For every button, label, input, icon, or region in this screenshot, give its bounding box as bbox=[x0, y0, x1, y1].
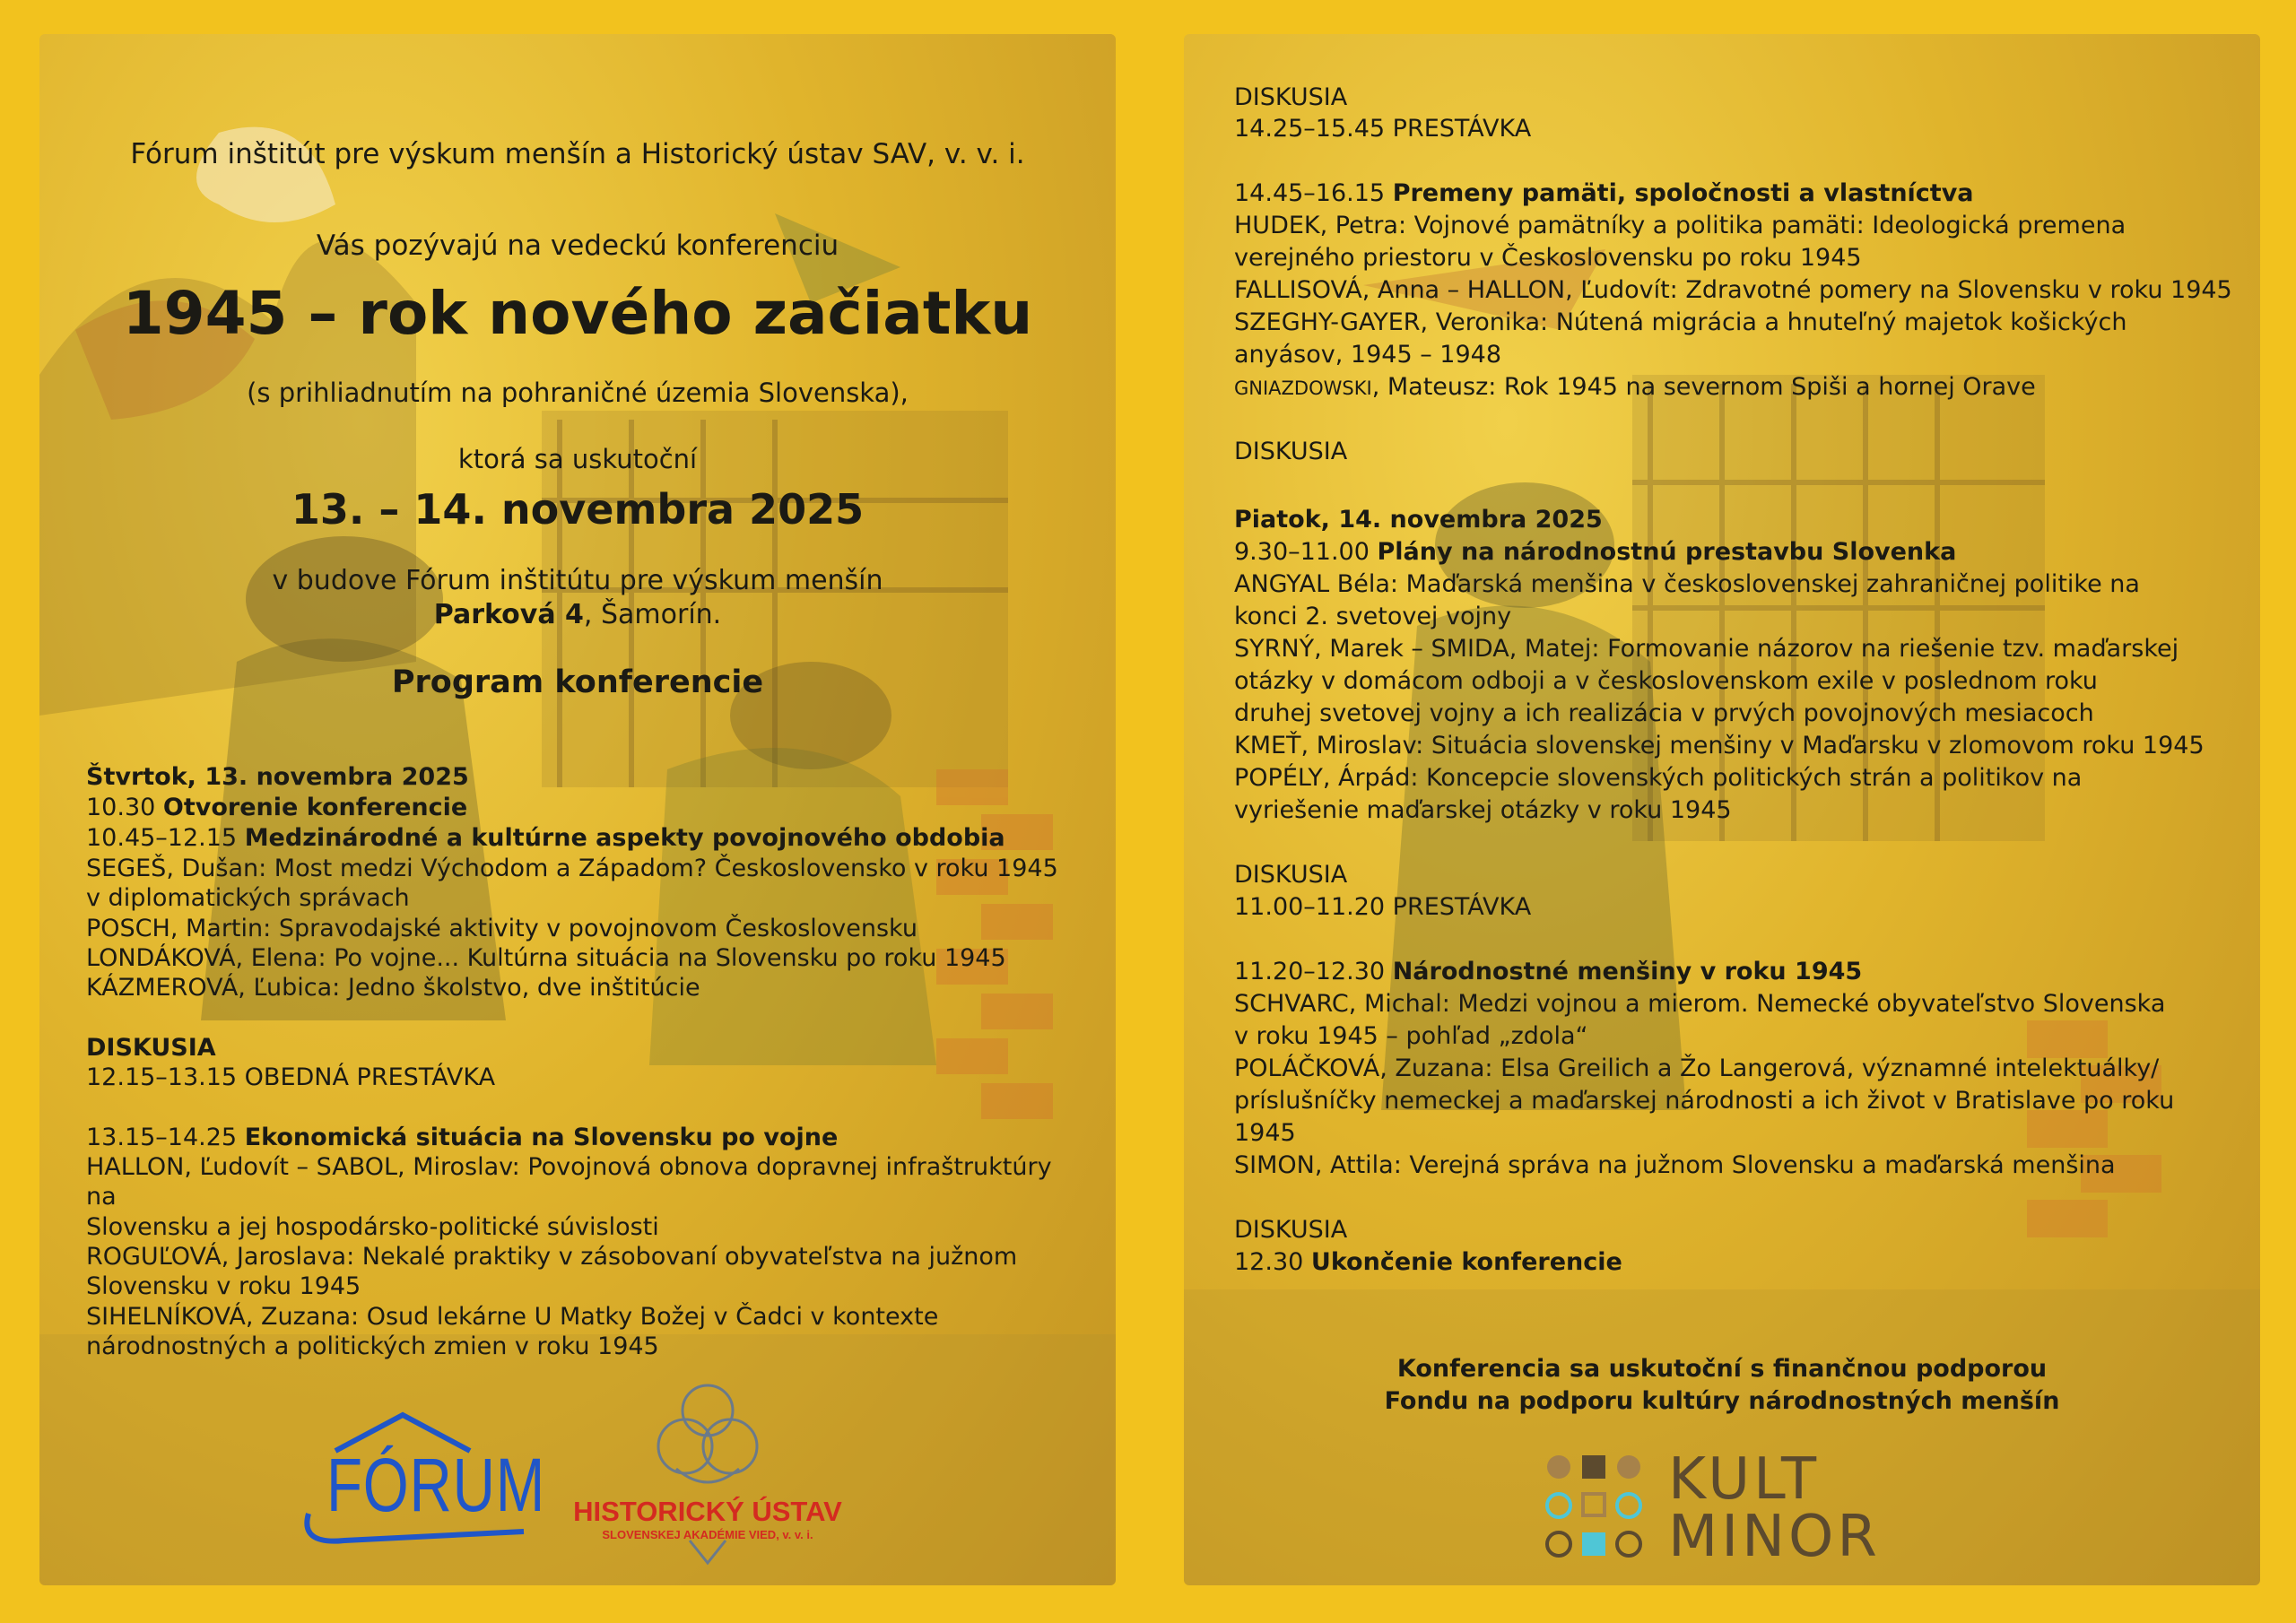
historicky-ustav-subtitle: SLOVENSKEJ AKADÉMIE VIED, v. v. i. bbox=[602, 1528, 813, 1541]
conference-dates: 13. – 14. novembra 2025 bbox=[291, 485, 865, 534]
day2-heading: Piatok, 14. novembra 2025 bbox=[1234, 506, 1603, 534]
talk-line: národnostných a politických zmien v roku 1945 bbox=[86, 1332, 659, 1360]
talk-line: KMEŤ, Miroslav: Situácia slovenskej menšiny v Maďarsku v zlomovom roku 1945 bbox=[1234, 732, 2205, 759]
talk-line: POPÉLY, Árpád: Koncepcie slovenských politických strán a politikov na bbox=[1234, 764, 2083, 792]
talk-line: 1945 bbox=[1234, 1119, 1296, 1147]
right-page bbox=[1184, 34, 2260, 1585]
session-title: Premeny pamäti, spoločnosti a vlastníctva bbox=[1392, 179, 1974, 207]
session-title: Plány na národnostnú prestavbu Slovenka bbox=[1377, 538, 1957, 566]
talk-line: HALLON, Ľudovít – SABOL, Miroslav: Povojnová obnova dopravnej infraštruktúry bbox=[86, 1153, 1052, 1181]
kult-text: KULT bbox=[1668, 1446, 1821, 1513]
conference-title: 1945 – rok nového začiatku bbox=[122, 279, 1033, 348]
talk-line: KÁZMEROVÁ, Ľubica: Jedno školstvo, dve inštitúcie bbox=[86, 974, 700, 1002]
talk-line: LONDÁKOVÁ, Elena: Po vojne... Kultúrna situácia na Slovensku po roku 1945 bbox=[86, 944, 1006, 972]
talk-line: konci 2. svetovej vojny bbox=[1234, 603, 1512, 630]
talk-line: Slovensku a jej hospodársko-politické súvislosti bbox=[86, 1213, 659, 1241]
venue-street: Parková 4 bbox=[433, 599, 584, 630]
talk-line: vyriešenie maďarskej otázky v roku 1945 bbox=[1234, 796, 1732, 824]
historicky-ustav-name: HISTORICKÝ ÚSTAV bbox=[573, 1496, 842, 1527]
talk-line: v diplomatických správach bbox=[86, 884, 410, 912]
support-line-1: Konferencia sa uskutoční s finančnou podporou bbox=[1396, 1355, 2048, 1383]
session-time: 10.30 bbox=[86, 794, 163, 821]
venue-line: v budove Fórum inštitútu pre výskum menšín bbox=[272, 565, 883, 596]
talk-line: FALLISOVÁ, Anna – HALLON, Ľudovít: Zdravotné pomery na Slovensku v roku 1945 bbox=[1234, 276, 2232, 304]
talk-line: druhej svetovej vojny a ich realizácia v prvých povojnových mesiacoch bbox=[1234, 699, 2094, 727]
talk-line: v roku 1945 – pohľad „zdola“ bbox=[1234, 1022, 1588, 1050]
session-time: 13.15–14.25 bbox=[86, 1124, 245, 1151]
kult-minor-logo bbox=[1543, 1446, 1919, 1570]
talk-line: POSCH, Martin: Spravodajské aktivity v povojnovom Československu bbox=[86, 915, 918, 942]
talk-line: SIHELNÍKOVÁ, Zuzana: Osud lekárne U Matky Božej v Čadci v kontexte bbox=[86, 1303, 939, 1331]
talk-line: Slovensku v roku 1945 bbox=[86, 1272, 361, 1300]
session-title: Ukončenie konferencie bbox=[1310, 1248, 1622, 1276]
lunch-break: 12.15–13.15 OBEDNÁ PRESTÁVKA bbox=[86, 1063, 496, 1091]
session-memory bbox=[1234, 178, 1974, 210]
venue-address bbox=[39, 599, 1116, 630]
session-title: Medzinárodné a kultúrne aspekty povojnového obdobia bbox=[244, 824, 1005, 852]
talk-line: POLÁČKOVÁ, Zuzana: Elsa Greilich a Žo Langerová, významné intelektuálky/ bbox=[1234, 1055, 2160, 1082]
talk-line: otázky v domácom odboji a v československom exile v poslednom roku bbox=[1234, 667, 2098, 695]
break-1: 14.25–15.45 PRESTÁVKA bbox=[1234, 115, 1532, 143]
session-title: Otvorenie konferencie bbox=[162, 794, 468, 821]
session-opening bbox=[86, 792, 467, 824]
forum-logo bbox=[291, 1379, 546, 1558]
talk-title: , Mateusz: Rok 1945 na severnom Spiši a hornej Orave bbox=[1371, 373, 2036, 401]
historicky-ustav-logo bbox=[560, 1370, 856, 1567]
right-page-content bbox=[1184, 34, 2260, 1585]
venue-city: , Šamorín. bbox=[583, 599, 722, 630]
forum-logo-text: FÓRUM bbox=[326, 1443, 546, 1527]
talk-line: verejného priestoru v Československu po roku 1945 bbox=[1234, 244, 1862, 272]
break-2: 11.00–11.20 PRESTÁVKA bbox=[1234, 893, 1532, 921]
talk-line: príslušníčky nemeckej a maďarskej národnosti a ich život v Bratislave po roku bbox=[1234, 1087, 2175, 1115]
conference-subtitle: (s prihliadnutím na pohraničné územia Slovenska), bbox=[247, 378, 909, 408]
session-international bbox=[86, 822, 1005, 855]
session-time: 12.30 bbox=[1234, 1248, 1311, 1276]
talk-line: HUDEK, Petra: Vojnové pamätníky a politika pamäti: Ideologická premena bbox=[1234, 212, 2126, 239]
talk-line bbox=[1234, 371, 2036, 404]
discussion-label: DISKUSIA bbox=[1234, 83, 1348, 111]
session-minorities bbox=[1234, 956, 1862, 988]
left-page bbox=[39, 34, 1116, 1585]
talk-line: anyásov, 1945 – 1948 bbox=[1234, 341, 1502, 369]
talk-line: SZEGHY-GAYER, Veronika: Nútená migrácia a hnuteľný majetok košických bbox=[1234, 308, 2127, 336]
discussion-label: DISKUSIA bbox=[1234, 1216, 1348, 1244]
discussion-label: DISKUSIA bbox=[1234, 861, 1348, 889]
minor-text: MINOR bbox=[1668, 1504, 1881, 1570]
session-closing bbox=[1234, 1246, 1622, 1279]
day1-heading: Štvrtok, 13. novembra 2025 bbox=[86, 763, 469, 791]
discussion-label: DISKUSIA bbox=[86, 1034, 216, 1062]
left-page-content bbox=[39, 34, 1116, 1585]
kult-minor-mark bbox=[1543, 1451, 1659, 1567]
program-heading: Program konferencie bbox=[391, 664, 764, 700]
session-time: 10.45–12.15 bbox=[86, 824, 245, 852]
session-time: 14.45–16.15 bbox=[1234, 179, 1393, 207]
talk-line: ROGUĽOVÁ, Jaroslava: Nekalé praktiky v zásobovaní obyvateľstva na južnom bbox=[86, 1243, 1018, 1271]
invitation-text: Vás pozývajú na vedeckú konferenciu bbox=[316, 230, 839, 262]
session-time: 11.20–12.30 bbox=[1234, 958, 1393, 985]
session-economic bbox=[86, 1122, 838, 1154]
session-title: Ekonomická situácia na Slovensku po vojne bbox=[244, 1124, 839, 1151]
discussion-label: DISKUSIA bbox=[1234, 438, 1348, 465]
held-text: ktorá sa uskutoční bbox=[457, 444, 698, 474]
session-time: 9.30–11.00 bbox=[1234, 538, 1378, 566]
talk-line: ANGYAL Béla: Maďarská menšina v československej zahraničnej politike na bbox=[1234, 570, 2140, 598]
talk-line: SIMON, Attila: Verejná správa na južnom Slovensku a maďarská menšina bbox=[1234, 1151, 2116, 1179]
talk-line: SYRNÝ, Marek – SMIDA, Matej: Formovanie názorov na riešenie tzv. maďarskej bbox=[1234, 635, 2179, 663]
talk-line: SCHVARC, Michal: Medzi vojnou a mierom. Nemecké obyvateľstvo Slovenska bbox=[1234, 990, 2166, 1018]
talk-line: na bbox=[86, 1183, 117, 1211]
session-title: Národnostné menšiny v roku 1945 bbox=[1392, 958, 1863, 985]
speaker-name: GNIAZDOWSKI bbox=[1234, 378, 1372, 399]
organizers: Fórum inštitút pre výskum menšín a Historický ústav SAV, v. v. i. bbox=[130, 138, 1025, 170]
talk-line: SEGEŠ, Dušan: Most medzi Východom a Západom? Československo v roku 1945 bbox=[86, 855, 1058, 882]
session-national bbox=[1234, 536, 1956, 568]
support-line-2: Fondu na podporu kultúry národnostných menšín bbox=[1384, 1387, 2060, 1415]
